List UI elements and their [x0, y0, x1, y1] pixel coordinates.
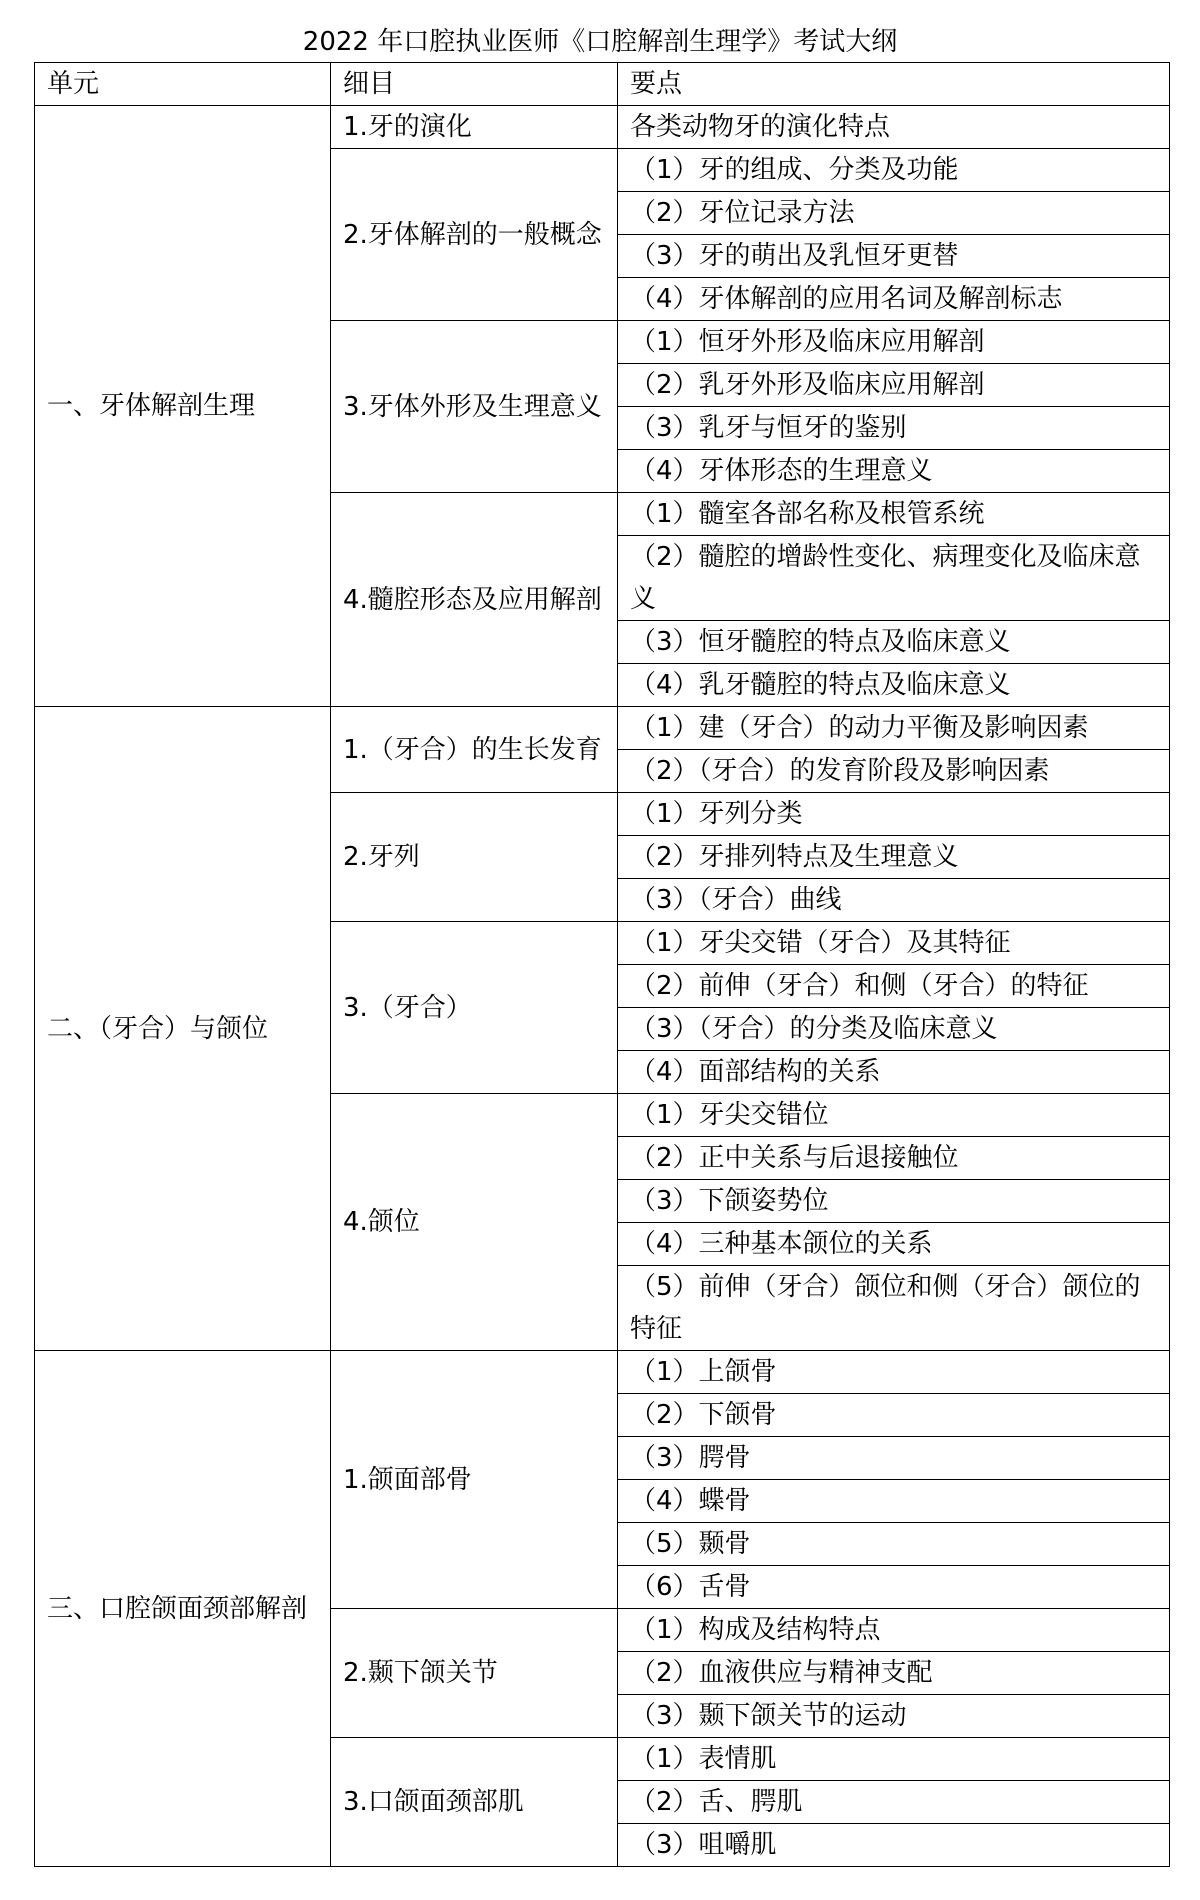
point-cell: （1）牙列分类 [618, 793, 1170, 836]
point-cell: （4）牙体解剖的应用名词及解剖标志 [618, 278, 1170, 321]
header-detail: 细目 [331, 63, 618, 106]
point-cell: （4）蝶骨 [618, 1480, 1170, 1523]
table-row [35, 106, 1170, 149]
table-header-row [35, 63, 1170, 106]
point-cell: （3）牙的萌出及乳恒牙更替 [618, 235, 1170, 278]
point-cell: （2）下颌骨 [618, 1394, 1170, 1437]
table-row [35, 1351, 1170, 1394]
header-unit: 单元 [35, 63, 331, 106]
detail-cell: 2.颞下颌关节 [331, 1609, 618, 1738]
point-cell: （2）舌、腭肌 [618, 1781, 1170, 1824]
point-cell: （1）恒牙外形及临床应用解剖 [618, 321, 1170, 364]
header-point: 要点 [618, 63, 1170, 106]
point-cell: （1）牙的组成、分类及功能 [618, 149, 1170, 192]
detail-cell: 3.牙体外形及生理意义 [331, 321, 618, 493]
detail-cell: 4.髓腔形态及应用解剖 [331, 493, 618, 707]
detail-cell: 3.（牙合） [331, 922, 618, 1094]
point-cell: （3）颞下颌关节的运动 [618, 1695, 1170, 1738]
point-cell: （1）表情肌 [618, 1738, 1170, 1781]
unit-cell: 二、（牙合）与颌位 [35, 707, 331, 1351]
table-row [35, 707, 1170, 750]
detail-cell: 1.（牙合）的生长发育 [331, 707, 618, 793]
point-cell: （1）构成及结构特点 [618, 1609, 1170, 1652]
point-cell: （5）前伸（牙合）颌位和侧（牙合）颌位的特征 [618, 1266, 1170, 1351]
point-cell: 各类动物牙的演化特点 [618, 106, 1170, 149]
point-cell: （2）（牙合）的发育阶段及影响因素 [618, 750, 1170, 793]
point-cell: （3）（牙合）曲线 [618, 879, 1170, 922]
point-cell: （3）腭骨 [618, 1437, 1170, 1480]
point-cell: （2）乳牙外形及临床应用解剖 [618, 364, 1170, 407]
syllabus-table [34, 62, 1170, 1867]
point-cell: （4）牙体形态的生理意义 [618, 450, 1170, 493]
point-cell: （3）恒牙髓腔的特点及临床意义 [618, 621, 1170, 664]
point-cell: （6）舌骨 [618, 1566, 1170, 1609]
detail-cell: 2.牙列 [331, 793, 618, 922]
detail-cell: 3.口颌面颈部肌 [331, 1738, 618, 1867]
point-cell: （1）牙尖交错位 [618, 1094, 1170, 1137]
point-cell: （2）牙排列特点及生理意义 [618, 836, 1170, 879]
unit-cell: 三、口腔颌面颈部解剖 [35, 1351, 331, 1867]
detail-cell: 4.颌位 [331, 1094, 618, 1351]
point-cell: （1）髓室各部名称及根管系统 [618, 493, 1170, 536]
point-cell: （2）血液供应与精神支配 [618, 1652, 1170, 1695]
point-cell: （1）上颌骨 [618, 1351, 1170, 1394]
point-cell: （3）（牙合）的分类及临床意义 [618, 1008, 1170, 1051]
point-cell: （3）咀嚼肌 [618, 1824, 1170, 1867]
point-cell: （3）下颌姿势位 [618, 1180, 1170, 1223]
point-cell: （4）面部结构的关系 [618, 1051, 1170, 1094]
point-cell: （2）牙位记录方法 [618, 192, 1170, 235]
syllabus-body [35, 106, 1170, 1867]
point-cell: （5）颞骨 [618, 1523, 1170, 1566]
unit-cell: 一、牙体解剖生理 [35, 106, 331, 707]
point-cell: （2）正中关系与后退接触位 [618, 1137, 1170, 1180]
point-cell: （1）建（牙合）的动力平衡及影响因素 [618, 707, 1170, 750]
point-cell: （2）髓腔的增龄性变化、病理变化及临床意义 [618, 536, 1170, 621]
page-title: 2022 年口腔执业医师《口腔解剖生理学》考试大纲 [302, 27, 898, 57]
detail-cell: 1.颌面部骨 [331, 1351, 618, 1609]
point-cell: （3）乳牙与恒牙的鉴别 [618, 407, 1170, 450]
point-cell: （4）三种基本颌位的关系 [618, 1223, 1170, 1266]
detail-cell: 1.牙的演化 [331, 106, 618, 149]
point-cell: （2）前伸（牙合）和侧（牙合）的特征 [618, 965, 1170, 1008]
point-cell: （4）乳牙髓腔的特点及临床意义 [618, 664, 1170, 707]
point-cell: （1）牙尖交错（牙合）及其特征 [618, 922, 1170, 965]
detail-cell: 2.牙体解剖的一般概念 [331, 149, 618, 321]
